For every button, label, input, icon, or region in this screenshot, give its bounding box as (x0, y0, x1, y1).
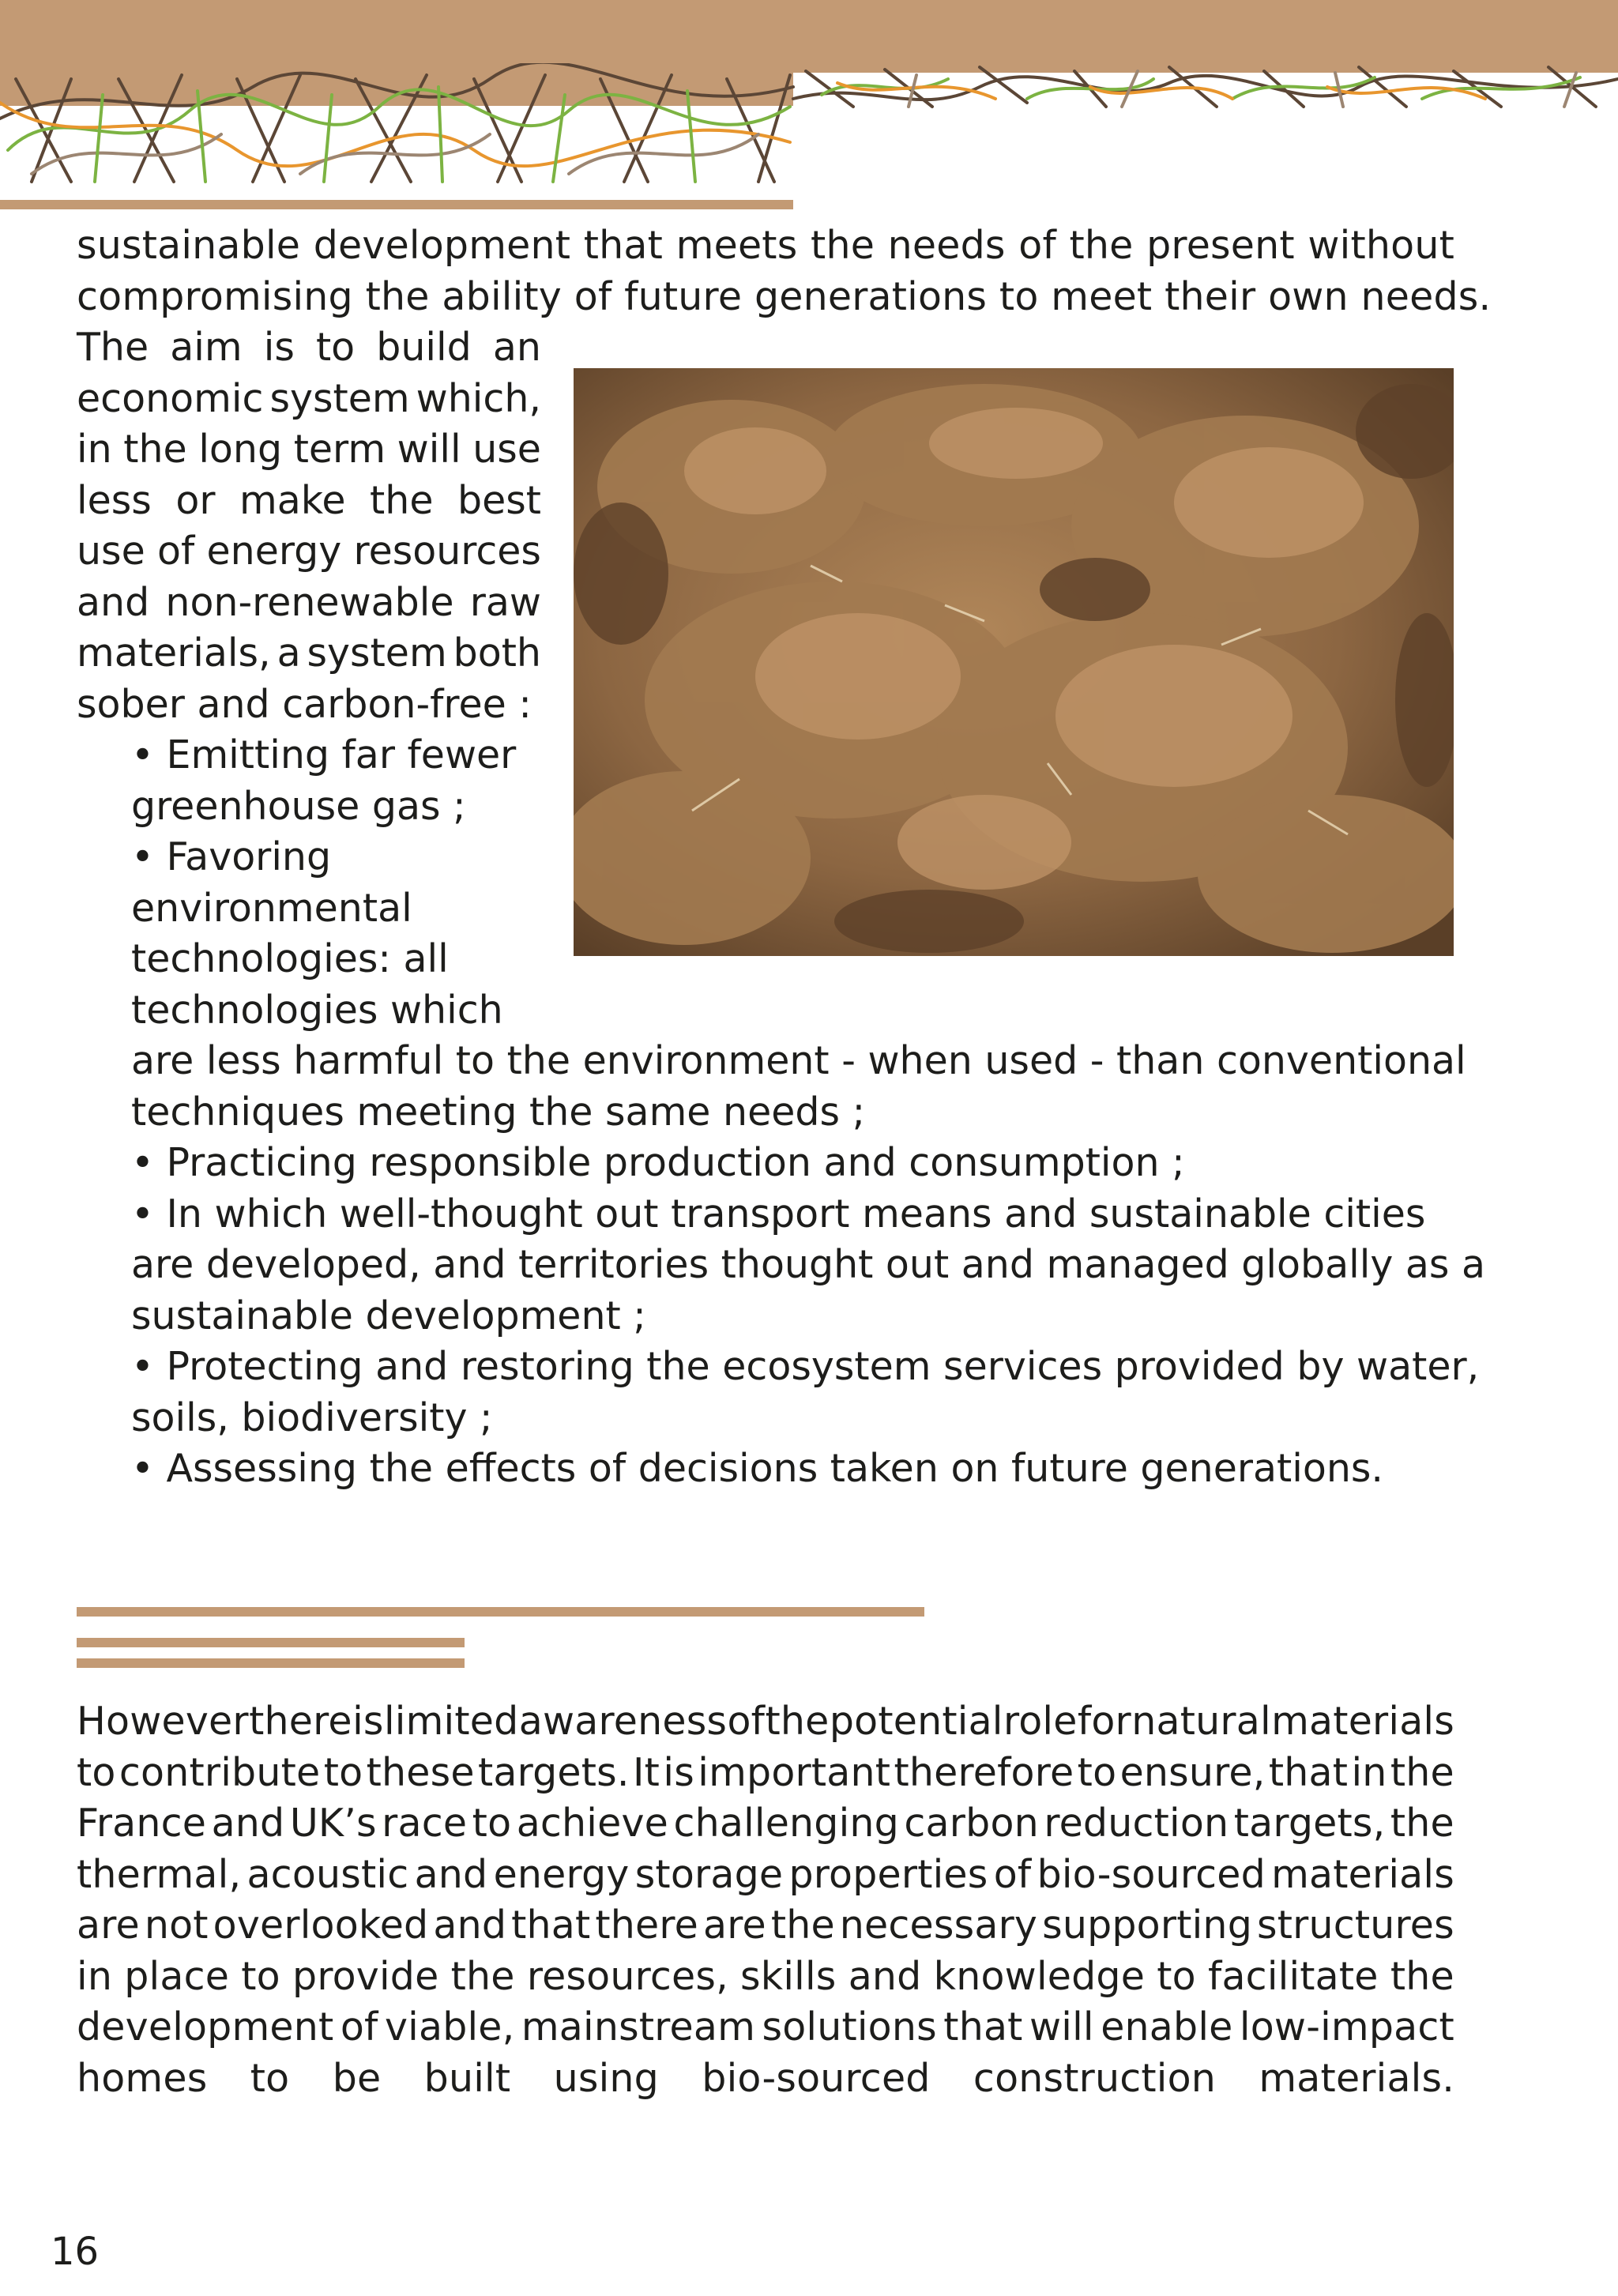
word: France (77, 1801, 207, 1846)
word: term (293, 427, 386, 472)
word: properties (788, 1851, 988, 1897)
word: carbon (904, 1801, 1039, 1846)
closing-line (77, 1900, 1454, 1952)
word: materials, (77, 630, 271, 676)
word: in (1351, 1749, 1387, 1795)
word: solutions (762, 2004, 937, 2049)
word: is (263, 325, 295, 370)
aim-line (77, 628, 541, 679)
word: for (1077, 1699, 1131, 1744)
word: development (77, 2004, 334, 2049)
word: to (323, 1749, 363, 1795)
word: to (77, 1749, 116, 1795)
word: that (1268, 1749, 1349, 1795)
word: energy (493, 1851, 630, 1897)
word: challenging (673, 1801, 899, 1846)
word: the (770, 1903, 835, 1948)
closing-line (77, 1952, 1454, 2003)
word: is (663, 1749, 694, 1795)
word: to (241, 1953, 280, 1999)
word: skills (740, 1953, 837, 1999)
word: to (472, 1801, 512, 1846)
word: mainstream (521, 2004, 756, 2049)
word: resources, (526, 1953, 728, 1999)
closing-line (77, 1696, 1454, 1748)
intro-paragraph (77, 220, 1492, 322)
word: the (1390, 1801, 1454, 1846)
word: aim (170, 325, 243, 370)
word: natural (1131, 1699, 1271, 1744)
word: the (370, 477, 434, 523)
word: knowledge (933, 1953, 1146, 1999)
word: resources (353, 529, 541, 574)
word: use (472, 427, 541, 472)
word: in (77, 427, 112, 472)
word: less (77, 477, 152, 523)
word: the (765, 1699, 830, 1744)
bullet-line: sustainable development ; (131, 1293, 646, 1338)
word: the (1390, 1749, 1454, 1795)
closing-paragraph (77, 1696, 1454, 2104)
word: provide (292, 1953, 439, 1999)
word: and (848, 1953, 922, 1999)
word: facilitate (1208, 1953, 1379, 1999)
word: The (77, 325, 149, 370)
word: of (993, 1851, 1032, 1897)
word: to (315, 325, 356, 370)
word: make (239, 477, 346, 523)
word: therefore (894, 1749, 1074, 1795)
word: and (77, 579, 150, 625)
word: reduction (1044, 1801, 1229, 1846)
word: targets. (478, 1749, 630, 1795)
aim-line: sober and carbon-free : (77, 681, 532, 727)
intro-line: compromising the ability of future generations to meet their own needs. (77, 273, 1492, 319)
section-divider-short (77, 1658, 465, 1668)
word: best (457, 477, 541, 523)
word: materials (1271, 1699, 1454, 1744)
word: thermal, (77, 1851, 242, 1897)
aim-line (77, 322, 541, 374)
word: low-impact (1239, 2004, 1454, 2049)
word: an (492, 325, 541, 370)
word: contribute (119, 1749, 321, 1795)
word: that (943, 2004, 1023, 2049)
word: the (1390, 1953, 1454, 1999)
aim-line (77, 578, 541, 629)
word: However (77, 1699, 249, 1744)
word: energy (206, 529, 342, 574)
word: these (366, 1749, 475, 1795)
bullet-line: technologies: all (131, 936, 449, 981)
word: both (453, 630, 541, 676)
word: or (175, 477, 216, 523)
bullet-line: technologies which (131, 987, 503, 1033)
word: and (211, 1801, 285, 1846)
bullet-line: • Emitting far fewer (131, 732, 517, 777)
soil-photo (574, 368, 1454, 956)
bullet-line: • Assessing the effects of decisions taken on future generations. (131, 1446, 1384, 1491)
word: the (123, 427, 187, 472)
bullet-line: are developed, and territories thought out and managed globally as a (131, 1242, 1486, 1287)
word: necessary (839, 1903, 1038, 1948)
word: that (511, 1903, 591, 1948)
word: acoustic (246, 1851, 409, 1897)
word: structures (1256, 1903, 1454, 1948)
word: in (77, 1953, 113, 1999)
bullet-line: • Favoring (131, 834, 332, 879)
word: of (340, 2004, 378, 2049)
aim-line (77, 526, 541, 578)
word: there (249, 1699, 352, 1744)
word: there (595, 1903, 699, 1948)
word: race (382, 1801, 468, 1846)
aim-line (77, 476, 541, 527)
decorative-branch-ornament (0, 63, 1618, 190)
word: to (1157, 1953, 1196, 1999)
bullet-line: • Protecting and restoring the ecosystem services provided by water, (131, 1344, 1480, 1389)
word: non-renewable (165, 579, 454, 625)
page-number: 16 (51, 2230, 100, 2274)
bullet-line: environmental (131, 885, 412, 931)
closing-line (77, 2002, 1454, 2053)
word: of (157, 529, 195, 574)
word: will (397, 427, 461, 472)
word: role (1003, 1699, 1078, 1744)
word: system (307, 630, 447, 676)
bullet-line: greenhouse gas ; (131, 783, 466, 829)
word: overlooked (213, 1903, 429, 1948)
word: and (414, 1851, 488, 1897)
closing-line (77, 1850, 1454, 1901)
word: place (124, 1953, 230, 1999)
bullet-list-narrow (131, 730, 574, 1036)
section-divider-long (77, 1607, 924, 1617)
word: will (1029, 2004, 1094, 2049)
section-divider-short (77, 1638, 465, 1647)
word: enable (1101, 2004, 1233, 2049)
word: achieve (516, 1801, 669, 1846)
word: are (77, 1903, 140, 1948)
bullet-list-wide (131, 1036, 1486, 1495)
word: is (352, 1699, 384, 1744)
intro-line: sustainable development that meets the needs of the present without (77, 223, 1454, 268)
word: viable, (384, 2004, 515, 2049)
word: supporting (1042, 1903, 1252, 1948)
bullet-line: • In which well-thought out transport means and sustainable cities (131, 1191, 1426, 1236)
aim-line (77, 374, 541, 425)
word: system (269, 375, 410, 421)
word: targets, (1233, 1801, 1386, 1846)
word: ensure, (1119, 1749, 1266, 1795)
closing-line (77, 1798, 1454, 1850)
word: of (727, 1699, 766, 1744)
word: It (633, 1749, 660, 1795)
aim-paragraph (77, 322, 541, 730)
word: limited (383, 1699, 519, 1744)
word: storage (634, 1851, 784, 1897)
word: which, (416, 375, 541, 421)
closing-line: homes to be built using bio-sourced construction materials. (77, 2055, 1454, 2101)
word: long (198, 427, 283, 472)
word: to (1077, 1749, 1117, 1795)
word: economic (77, 375, 264, 421)
bullet-line: soils, biodiversity ; (131, 1395, 493, 1440)
bullet-line: • Practicing responsible production and consumption ; (131, 1140, 1185, 1185)
word: a (277, 630, 301, 676)
word: build (376, 325, 472, 370)
word: potential (829, 1699, 1003, 1744)
closing-line (77, 1748, 1454, 1799)
aim-line (77, 424, 541, 476)
word: bio-sourced (1037, 1851, 1266, 1897)
word: raw (469, 579, 541, 625)
word: not (144, 1903, 209, 1948)
word: and (433, 1903, 507, 1948)
word: use (77, 529, 145, 574)
word: the (450, 1953, 515, 1999)
word: materials (1271, 1851, 1454, 1897)
word: UK’s (289, 1801, 377, 1846)
word: are (703, 1903, 766, 1948)
word: awareness (518, 1699, 728, 1744)
header-rule (0, 200, 793, 209)
bullet-line: are less harmful to the environment - when used - than conventional (131, 1038, 1466, 1083)
word: important (698, 1749, 891, 1795)
bullet-line: techniques meeting the same needs ; (131, 1089, 866, 1135)
